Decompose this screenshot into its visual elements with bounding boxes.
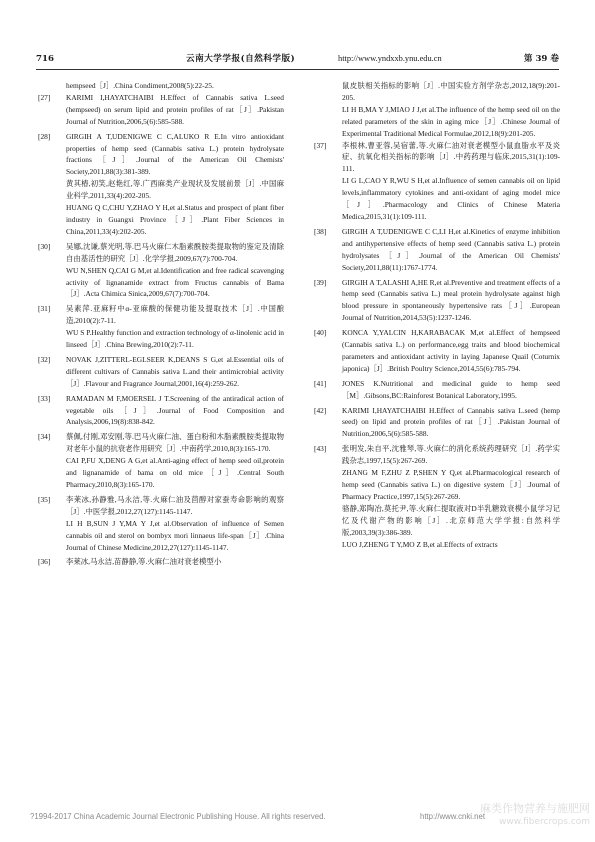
reference-text: GIRGIH A T,UDENIGWE C C,ALUKO R E.In vitro antioxidant properties of hemp seed (Cannabis sativa L.) protein hydrolysate fractions［J］.Journal of the American Oil Chemists' Society,2011,88(3):381-389. xyxy=(66,131,284,177)
reference-text: 张明发,朱自平,沈雅琴,等.火麻仁的消化系统药理研究［J］.药学实践杂志,1997,15(5):267-269. xyxy=(342,444,560,466)
reference-number: [35] xyxy=(38,494,51,504)
reference-text: GIRGIH A T,ALASHI A,HE R,et al.Preventive and treatment effects of a hemp seed (Cannabis sativa L.) meal protein hydrolysate against high blood pressure in spontaneously hypertensive rats［J］.European Journal of Nutrition,2014,53(5):1237-1246. xyxy=(342,277,560,323)
reference-number: [37] xyxy=(314,140,327,150)
reference-number: [36] xyxy=(38,557,51,567)
running-header xyxy=(36,52,559,66)
reference-43 xyxy=(314,443,560,550)
header-rule xyxy=(36,69,559,70)
reference-continuation: 鼠皮肤相关指标的影响［J］.中国实验方剂学杂志,2012,18(9):201-205. xyxy=(342,81,560,102)
reference-text: 黄其椿,初笑,赵艳红,等.广西麻类产业现状及发展前景［J］.中国麻业科学,2011,33(4):202-205. xyxy=(66,179,284,201)
reference-number: [31] xyxy=(38,304,51,314)
reference-31 xyxy=(38,303,284,351)
reference-number: [40] xyxy=(314,328,327,338)
reference-text: 吴娜,沈谦,蔡光明,等.巴马火麻仁木脂素酰胺类提取物的鉴定及清除自由基活性的研究［J］.化学学报,2009,67(7):700-704. xyxy=(66,241,284,263)
reference-number: [30] xyxy=(38,241,51,251)
volume-label: 第 39 卷 xyxy=(523,54,559,64)
reference-text: LI G L,CAO Y R,WU S H,et al.Influence of semen cannabis oil on lipid levels,inflammatory cytokines and anti-oxidant of aging model mice［J］.Pharmacology and Clinics of Chinese Materia Medica,2015,31(1):109-111. xyxy=(342,176,560,221)
right-column xyxy=(314,80,560,550)
reference-text: JONES K.Nutritional and medicinal guide to hemp seed［M］.Gibsons,BC:Rainforest Botanical Laboratory,1995. xyxy=(342,378,560,400)
reference-42 xyxy=(314,405,560,441)
reference-36 xyxy=(38,556,284,568)
reference-text: 蔡佩,付刚,邓安刚,等.巴马火麻仁油、蛋白粉和木脂素酰胺类提取物对老年小鼠的抗衰老作用研究［J］.中南药学,2010,8(3):165-170. xyxy=(66,432,284,454)
reference-34 xyxy=(38,431,284,491)
reference-number: [33] xyxy=(38,393,51,403)
reference-text: CAI P,FU X,DENG A G,et al.Anti-aging effect of hemp seed oil,protein and lignanamide of bama on old mice［J］.Central South Pharmacy,2010,8(3):165-170. xyxy=(66,456,284,489)
reference-text: KARIMI I,HAYATCHAIBI H.Effect of Cannabis sativa L.seed (hemp seed) on lipid and protein profiles of rat［J］.Pakistan Journal of Nutrition,2006,5(6):585-588. xyxy=(342,405,560,439)
reference-continuation: LI H B,MA Y J,MIAO J J,et al.The influence of the hemp seed oil on the related parameters of the skin in aging mice［J］.Chinese Journal of Experimental Traditional Medical Formulae,2012,18(9):201-205. xyxy=(342,104,560,138)
reference-continuation: hempseed［J］.China Condiment,2008(5):22-25. xyxy=(66,81,214,90)
reference-40 xyxy=(314,327,560,375)
watermark-title: 麻类作物营养与施肥网 xyxy=(480,802,590,815)
journal-title: 云南大学学报(自然科学版) xyxy=(186,54,296,64)
reference-number: [39] xyxy=(314,277,327,287)
reference-39 xyxy=(314,277,560,325)
reference-text: 骆静,郑陶冶,莫托尹,等.火麻仁提取液对D半乳糖致衰模小鼠学习记忆及代谢产物的影响［J］.北京师范大学学报:自然科学版,2003,39(3):386-389. xyxy=(342,503,560,537)
watermark xyxy=(450,802,590,832)
reference-text: WU S P.Healthy function and extraction technology of α-linolenic acid in linseed［J］.China Brewing,2010(2):7-11. xyxy=(66,328,284,350)
reference-text: 李根林,曹亚蓉,吴宿蕾,等.火麻仁油对衰老模型小鼠血脂水平及炎症、抗氧化相关指标的影响［J］.中药药理与临床,2015,31(1):109-111. xyxy=(342,140,560,174)
copyright-notice: ?1994-2017 China Academic Journal Electronic Publishing House. All rights reserved. xyxy=(30,812,326,821)
left-column xyxy=(38,80,284,568)
reference-text: NOVAK J,ZITTERL-EGLSEER K,DEANS S G,et al.Essential oils of different cultivars of Cannabis sativa L.and their antimicrobial activity［J］.Flavour and Fragrance Journal,2001,16(4):259-262. xyxy=(66,354,284,388)
reference-number: [28] xyxy=(38,131,51,141)
reference-27 xyxy=(38,92,284,128)
reference-number: [41] xyxy=(314,378,327,388)
reference-35 xyxy=(38,494,284,554)
reference-33 xyxy=(38,393,284,429)
reference-text: RAMADAN M F,MOERSEL J T.Screening of the antiradical action of vegetable oils［J］.Journal of Food Composition and Analysis,2006,19(8):838-842. xyxy=(66,393,284,427)
reference-text: LUO J,ZHENG T Y,MO Z B,et al.Effects of extracts xyxy=(342,539,498,549)
reference-number: [43] xyxy=(314,444,327,454)
reference-number: [34] xyxy=(38,432,51,442)
reference-32 xyxy=(38,354,284,390)
journal-url[interactable]: http://www.yndxxb.ynu.edu.cn xyxy=(338,54,442,63)
reference-text: 李莱冰,马永洁,苗静静,等.火麻仁油对衰老模型小 xyxy=(66,557,222,567)
reference-37 xyxy=(314,140,560,223)
reference-text: LI H B,SUN J Y,MA Y J,et al.Observation of influence of Semen cannabis oil and sterol on bombyx mori linnaeus life-span［J］.China Journal of Chinese Medicine,2012,27(127):1145-1147. xyxy=(66,518,284,552)
reference-text: 吴素萍.亚麻籽中α-亚麻酸的保健功能及提取技术［J］.中国酿造,2010(2):7-11. xyxy=(66,304,284,326)
reference-text: HUANG Q C,CHU Y,ZHAO Y H,et al.Status and prospect of plant fiber industry in Guangxi Province［J］.Plant Fiber Sciences in China,2011,33(4):202-205. xyxy=(66,203,284,236)
reference-text: KONCA Y,YALCIN H,KARABACAK M,et al.Effect of hempseed (Cannabis sativa L.) on performance,egg traits and blood biochemical parameters and antioxidant activity in laying Japanese Quail (Coturnix japonica)［J］.British Poultry Science,2014,55(6):785-794. xyxy=(342,328,560,373)
reference-text: ZHANG M F,ZHU Z P,SHEN Y Q,et al.Pharmacological research of hemp seed (Cannabis sativa L.) on digestive system［J］.Journal of Pharmacy Practice,1997,15(5):267-269. xyxy=(342,468,560,501)
reference-text: 李莱冰,孙静雅,马永洁,等.火麻仁油及茴醇对家蚕寿命影响的观察［J］.中医学报,2012,27(127):1145-1147. xyxy=(66,494,284,516)
watermark-url: www.fibercrops.com xyxy=(499,817,590,827)
reference-number: [38] xyxy=(314,226,327,236)
page-number: 716 xyxy=(36,54,54,64)
reference-number: [42] xyxy=(314,405,327,415)
reference-30 xyxy=(38,241,284,301)
reference-number: [32] xyxy=(38,354,51,364)
reference-38 xyxy=(314,226,560,274)
reference-28 xyxy=(38,131,284,238)
reference-41 xyxy=(314,378,560,402)
reference-number: [27] xyxy=(38,92,51,102)
reference-text: WU N,SHEN Q,CAI G M,et al.Identification and free radical scavenging activity of lignanamide extract from Fructus cannabis of Bama［J］.Acta Chimica Sinica,2009,67(7):700-704. xyxy=(66,265,284,299)
reference-text: GIRGIH A T,UDENIGWE C C,LI H,et al.Kinetics of enzyme inhibition and antihypertensive effects of hemp seed (Cannabis sativa L.) protein hydrolysates［J］.Journal of the American Oil Chemists' Society,2011,88(11):1767-1774. xyxy=(342,226,560,272)
reference-text: KARIMI I,HAYATCHAIBI H.Effect of Cannabis sativa L.seed (hempseed) on serum lipid and protein profiles of rat［J］.Pakistan Journal of Nutrition,2006,5(6):585-588. xyxy=(66,92,284,126)
footer-link[interactable]: http://www.cnki.net xyxy=(420,812,486,821)
